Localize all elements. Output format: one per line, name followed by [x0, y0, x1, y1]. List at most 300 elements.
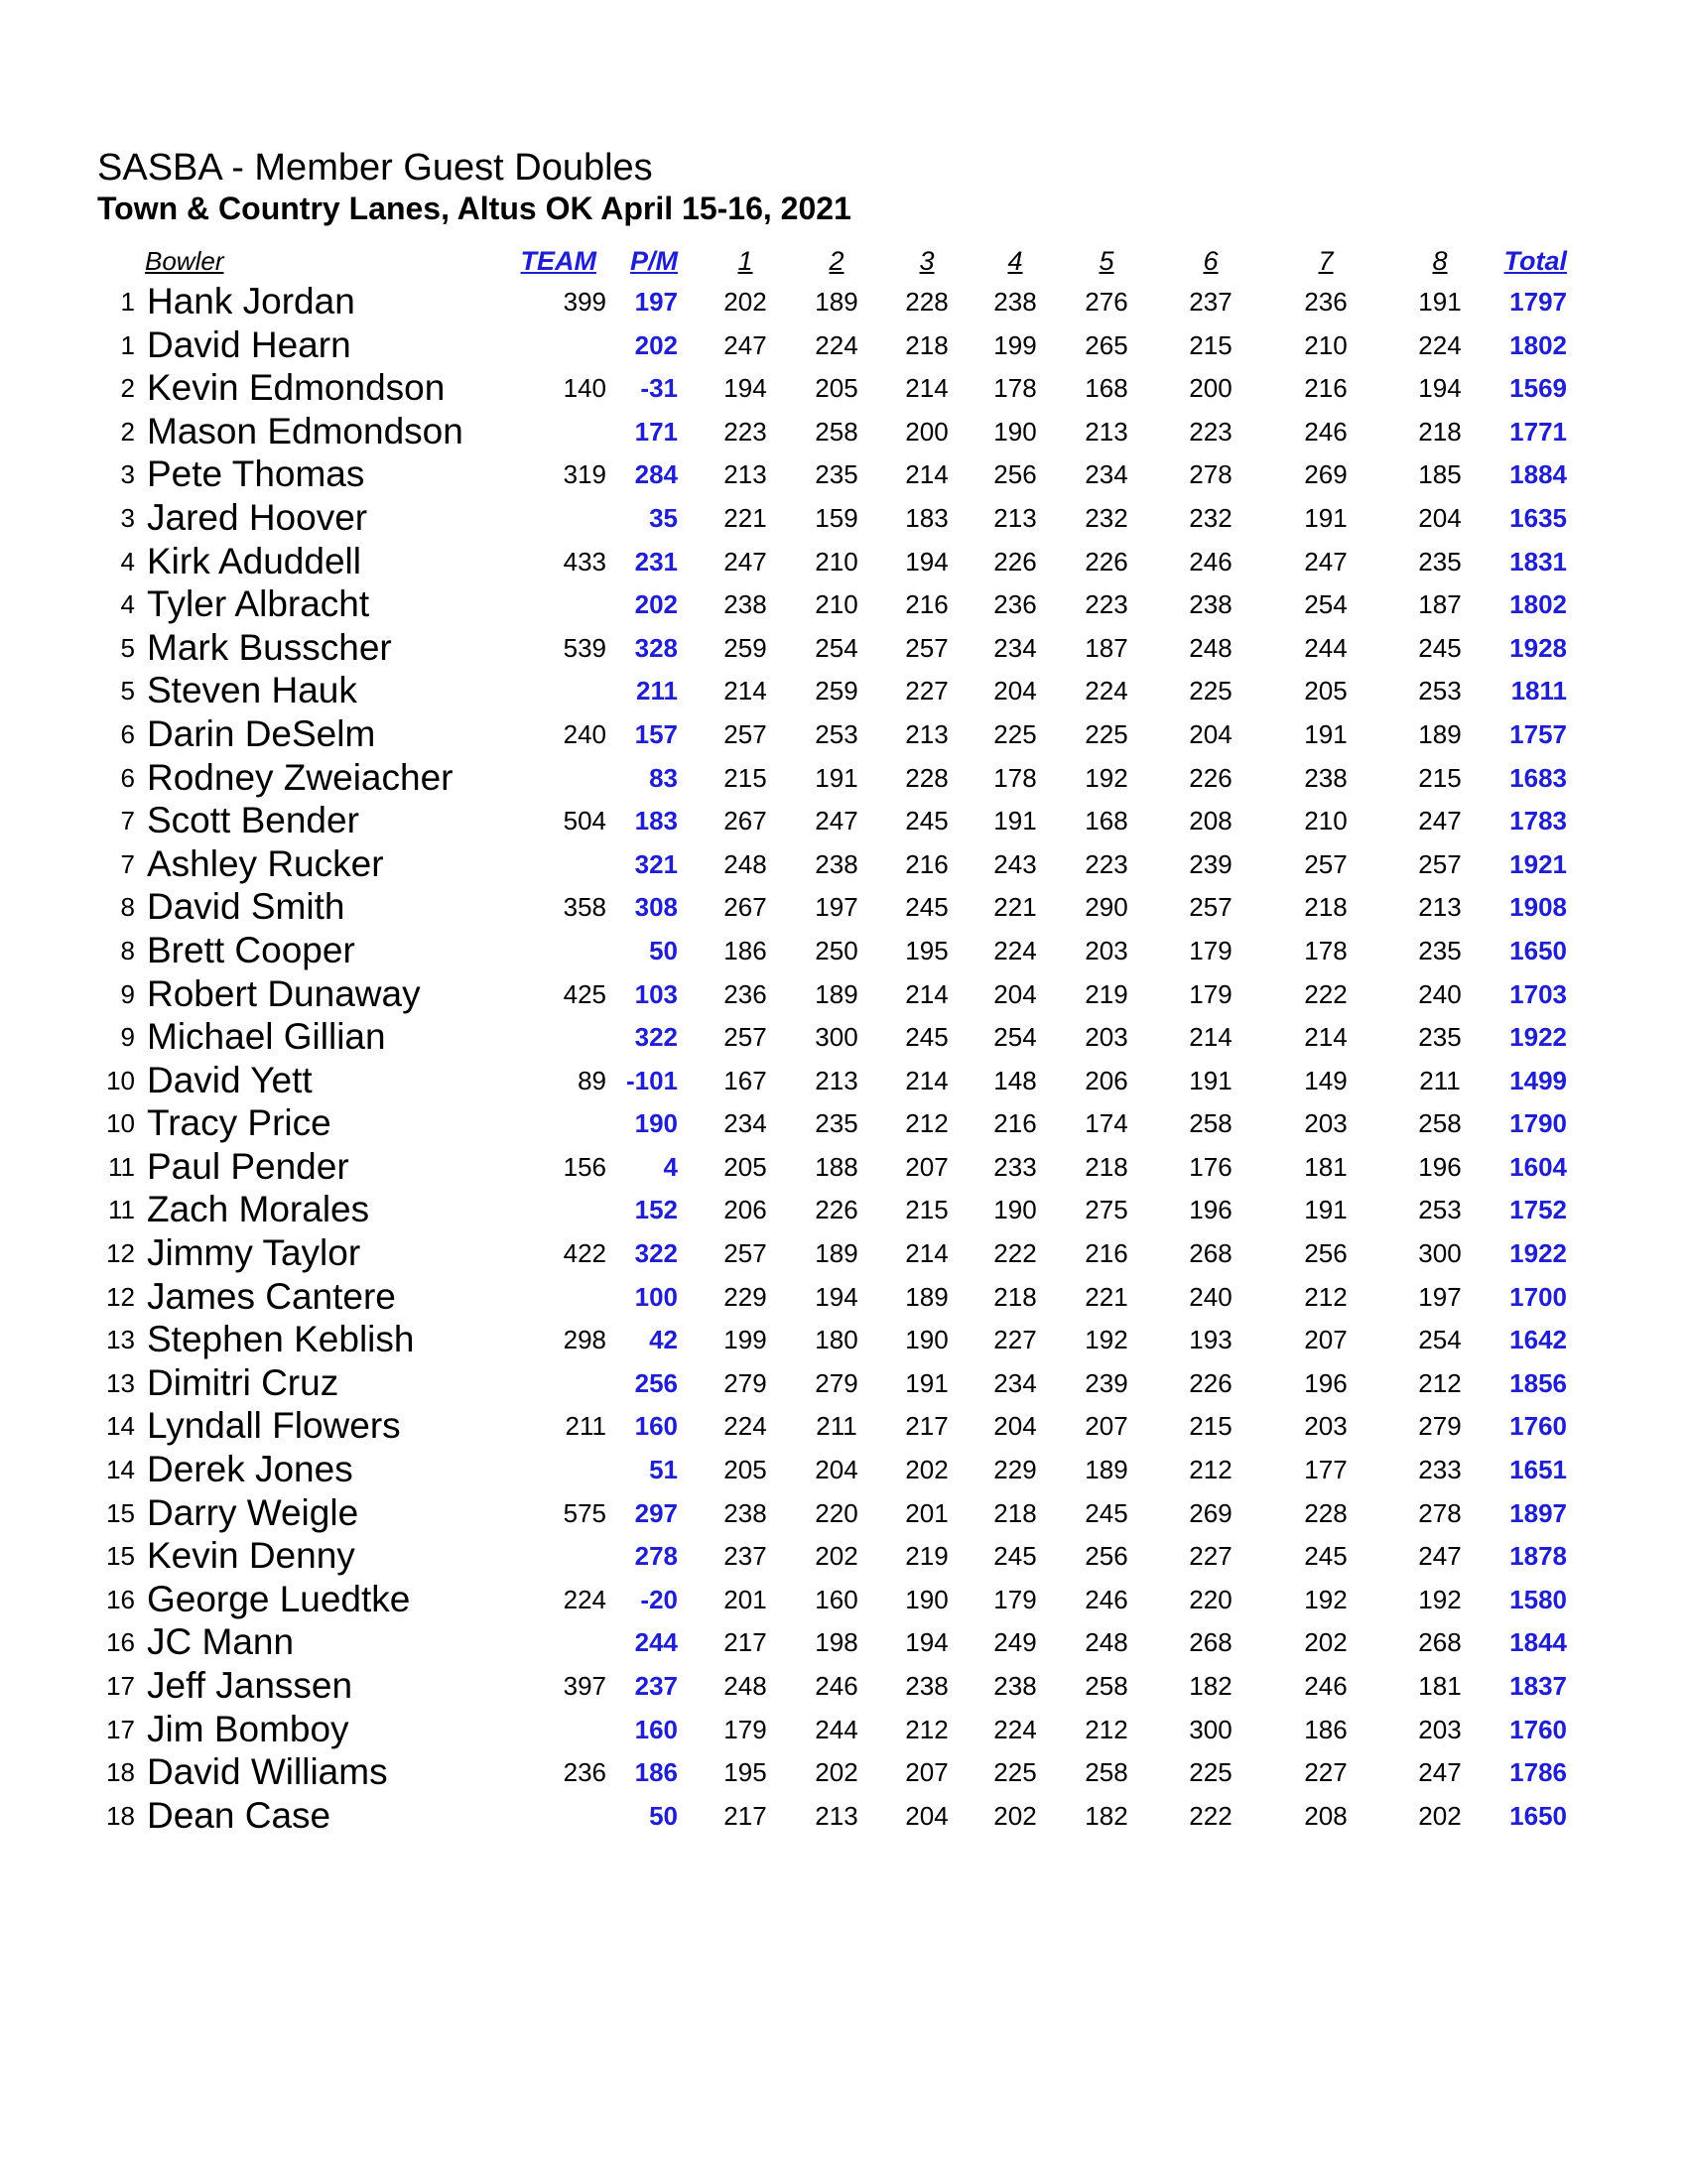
column-header-pm: P/M: [629, 246, 678, 276]
game-1-cell: 167: [723, 1065, 767, 1095]
game-2-cell: 258: [815, 416, 858, 447]
plus-minus-cell: 231: [634, 546, 678, 577]
rank-cell: 3: [120, 459, 135, 490]
bowler-name-cell: Rodney Zweiacher: [147, 756, 454, 798]
game-2-cell: 188: [815, 1151, 858, 1182]
table-row: [0, 282, 1688, 325]
game-1-cell: 205: [723, 1151, 767, 1182]
game-5-cell: 232: [1085, 502, 1128, 533]
game-3-cell: 214: [905, 978, 949, 1009]
game-5-cell: 290: [1085, 892, 1128, 923]
game-4-cell: 249: [993, 1627, 1037, 1658]
game-6-cell: 196: [1189, 1195, 1233, 1225]
game-4-cell: 225: [993, 718, 1037, 749]
game-4-cell: 224: [993, 1714, 1037, 1744]
game-5-cell: 258: [1085, 1671, 1128, 1701]
game-1-cell: 205: [723, 1455, 767, 1485]
game-4-cell: 199: [993, 329, 1037, 360]
table-row: [0, 1536, 1688, 1580]
team-score-cell: 575: [563, 1497, 606, 1528]
game-1-cell: 259: [723, 632, 767, 663]
table-header-row: [0, 242, 1688, 282]
table-row: [0, 1017, 1688, 1061]
game-2-cell: 247: [815, 806, 858, 836]
table-row: [0, 1796, 1688, 1840]
game-6-cell: 214: [1189, 1022, 1233, 1053]
total-cell: 1786: [1509, 1757, 1567, 1788]
game-2-cell: 259: [815, 676, 858, 707]
plus-minus-cell: 211: [636, 676, 678, 707]
game-2-cell: 220: [815, 1497, 858, 1528]
game-7-cell: 205: [1304, 676, 1348, 707]
bowler-name-cell: Tracy Price: [147, 1102, 331, 1144]
column-header-game-1: 1: [737, 246, 753, 276]
game-6-cell: 176: [1189, 1151, 1233, 1182]
game-8-cell: 278: [1418, 1497, 1462, 1528]
game-3-cell: 216: [905, 848, 949, 879]
bowler-name-cell: JC Mann: [147, 1621, 295, 1663]
game-5-cell: 207: [1085, 1411, 1128, 1442]
game-5-cell: 223: [1085, 589, 1128, 620]
game-4-cell: 238: [993, 287, 1037, 317]
game-3-cell: 218: [905, 329, 949, 360]
game-2-cell: 235: [815, 1108, 858, 1139]
game-8-cell: 185: [1418, 459, 1462, 490]
game-3-cell: 194: [905, 1627, 949, 1658]
team-score-cell: 89: [578, 1065, 606, 1095]
game-6-cell: 226: [1189, 1367, 1233, 1398]
game-8-cell: 197: [1418, 1281, 1462, 1312]
team-score-cell: 358: [563, 892, 606, 923]
rank-cell: 13: [106, 1367, 135, 1398]
total-cell: 1928: [1509, 632, 1567, 663]
total-cell: 1783: [1509, 806, 1567, 836]
rank-cell: 1: [120, 329, 135, 360]
table-row: [0, 1363, 1688, 1407]
total-cell: 1878: [1509, 1541, 1567, 1572]
game-5-cell: 256: [1085, 1541, 1128, 1572]
team-score-cell: 298: [563, 1325, 606, 1355]
game-2-cell: 194: [815, 1281, 858, 1312]
game-5-cell: 174: [1085, 1108, 1128, 1139]
plus-minus-cell: 183: [634, 806, 678, 836]
bowler-name-cell: Darry Weigle: [147, 1491, 359, 1533]
column-header-game-4: 4: [1007, 246, 1023, 276]
game-6-cell: 204: [1189, 718, 1233, 749]
game-4-cell: 222: [993, 1238, 1037, 1269]
rank-cell: 4: [120, 589, 135, 620]
game-3-cell: 245: [905, 806, 949, 836]
plus-minus-cell: 256: [634, 1367, 678, 1398]
team-score-cell: 140: [563, 373, 606, 404]
game-1-cell: 267: [723, 806, 767, 836]
game-8-cell: 279: [1418, 1411, 1462, 1442]
game-8-cell: 212: [1418, 1367, 1462, 1398]
game-3-cell: 214: [905, 373, 949, 404]
game-8-cell: 181: [1418, 1671, 1462, 1701]
game-2-cell: 189: [815, 978, 858, 1009]
team-score-cell: 156: [563, 1151, 606, 1182]
game-1-cell: 214: [723, 676, 767, 707]
game-3-cell: 202: [905, 1455, 949, 1485]
game-1-cell: 221: [723, 502, 767, 533]
game-6-cell: 179: [1189, 935, 1233, 965]
game-7-cell: 202: [1304, 1627, 1348, 1658]
bowler-name-cell: Dean Case: [147, 1794, 331, 1836]
bowler-name-cell: Ashley Rucker: [147, 842, 384, 884]
game-1-cell: 179: [723, 1714, 767, 1744]
rank-cell: 1: [120, 287, 135, 317]
rank-cell: 18: [106, 1800, 135, 1831]
game-2-cell: 210: [815, 589, 858, 620]
rank-cell: 10: [106, 1108, 135, 1139]
game-3-cell: 183: [905, 502, 949, 533]
game-6-cell: 248: [1189, 632, 1233, 663]
rank-cell: 5: [120, 676, 135, 707]
game-4-cell: 225: [993, 1757, 1037, 1788]
game-7-cell: 222: [1304, 978, 1348, 1009]
bowler-name-cell: David Hearn: [147, 323, 351, 365]
rank-cell: 3: [120, 502, 135, 533]
table-row: [0, 714, 1688, 758]
game-6-cell: 237: [1189, 287, 1233, 317]
game-4-cell: 226: [993, 546, 1037, 577]
plus-minus-cell: -101: [625, 1065, 678, 1095]
bowler-name-cell: Michael Gillian: [147, 1016, 386, 1058]
game-1-cell: 201: [723, 1584, 767, 1614]
rank-cell: 12: [106, 1281, 135, 1312]
game-5-cell: 189: [1085, 1455, 1128, 1485]
game-6-cell: 179: [1189, 978, 1233, 1009]
bowler-name-cell: Stephen Keblish: [147, 1319, 415, 1360]
game-6-cell: 300: [1189, 1714, 1233, 1744]
total-cell: 1797: [1509, 287, 1567, 317]
rank-cell: 8: [120, 892, 135, 923]
column-header-game-3: 3: [919, 246, 935, 276]
table-row: [0, 542, 1688, 585]
team-score-cell: 504: [563, 806, 606, 836]
total-cell: 1802: [1509, 329, 1567, 360]
bowler-name-cell: David Yett: [147, 1059, 313, 1100]
game-6-cell: 226: [1189, 762, 1233, 793]
game-8-cell: 300: [1418, 1238, 1462, 1269]
total-cell: 1651: [1509, 1455, 1567, 1485]
table-row: [0, 498, 1688, 542]
game-7-cell: 207: [1304, 1325, 1348, 1355]
bowler-name-cell: Kirk Aduddell: [147, 540, 361, 581]
game-6-cell: 182: [1189, 1671, 1233, 1701]
bowler-name-cell: Lyndall Flowers: [147, 1405, 401, 1447]
game-7-cell: 191: [1304, 1195, 1348, 1225]
game-7-cell: 191: [1304, 718, 1348, 749]
game-5-cell: 203: [1085, 935, 1128, 965]
rank-cell: 16: [106, 1584, 135, 1614]
game-7-cell: 245: [1304, 1541, 1348, 1572]
plus-minus-cell: 244: [634, 1627, 678, 1658]
game-5-cell: 182: [1085, 1800, 1128, 1831]
rank-cell: 2: [120, 416, 135, 447]
rank-cell: 18: [106, 1757, 135, 1788]
bowler-name-cell: Jim Bomboy: [147, 1708, 349, 1749]
game-4-cell: 202: [993, 1800, 1037, 1831]
game-7-cell: 246: [1304, 1671, 1348, 1701]
game-8-cell: 213: [1418, 892, 1462, 923]
game-5-cell: 223: [1085, 848, 1128, 879]
game-7-cell: 192: [1304, 1584, 1348, 1614]
plus-minus-cell: 186: [634, 1757, 678, 1788]
rank-cell: 10: [106, 1065, 135, 1095]
game-2-cell: 191: [815, 762, 858, 793]
game-8-cell: 202: [1418, 1800, 1462, 1831]
bowler-name-cell: Jeff Janssen: [147, 1665, 353, 1706]
table-row: [0, 1147, 1688, 1191]
game-2-cell: 213: [815, 1065, 858, 1095]
rank-cell: 8: [120, 935, 135, 965]
rank-cell: 9: [120, 1022, 135, 1053]
game-3-cell: 257: [905, 632, 949, 663]
game-3-cell: 219: [905, 1541, 949, 1572]
game-7-cell: 177: [1304, 1455, 1348, 1485]
game-7-cell: 254: [1304, 589, 1348, 620]
column-header-game-5: 5: [1099, 246, 1114, 276]
game-2-cell: 205: [815, 373, 858, 404]
plus-minus-cell: 50: [649, 935, 678, 965]
total-cell: 1884: [1509, 459, 1567, 490]
game-3-cell: 228: [905, 762, 949, 793]
plus-minus-cell: 237: [634, 1671, 678, 1701]
plus-minus-cell: 160: [634, 1714, 678, 1744]
game-1-cell: 194: [723, 373, 767, 404]
team-score-cell: 399: [563, 287, 606, 317]
game-1-cell: 217: [723, 1800, 767, 1831]
plus-minus-cell: 100: [634, 1281, 678, 1312]
game-5-cell: 187: [1085, 632, 1128, 663]
table-row: [0, 1277, 1688, 1321]
game-1-cell: 247: [723, 329, 767, 360]
total-cell: 1922: [1509, 1238, 1567, 1269]
game-6-cell: 215: [1189, 1411, 1233, 1442]
plus-minus-cell: 103: [634, 978, 678, 1009]
table-row: [0, 1061, 1688, 1104]
bowler-name-cell: Hank Jordan: [147, 281, 355, 321]
bowler-name-cell: Zach Morales: [147, 1189, 370, 1230]
game-8-cell: 203: [1418, 1714, 1462, 1744]
table-row: [0, 1580, 1688, 1623]
game-5-cell: 168: [1085, 806, 1128, 836]
plus-minus-cell: 83: [649, 762, 678, 793]
game-5-cell: 226: [1085, 546, 1128, 577]
game-5-cell: 239: [1085, 1367, 1128, 1398]
game-6-cell: 212: [1189, 1455, 1233, 1485]
game-5-cell: 203: [1085, 1022, 1128, 1053]
game-8-cell: 187: [1418, 589, 1462, 620]
team-score-cell: 433: [563, 546, 606, 577]
game-3-cell: 214: [905, 459, 949, 490]
total-cell: 1580: [1509, 1584, 1567, 1614]
game-5-cell: 192: [1085, 1325, 1128, 1355]
plus-minus-cell: 202: [634, 329, 678, 360]
table-row: [0, 1752, 1688, 1796]
rank-cell: 15: [106, 1541, 135, 1572]
game-4-cell: 233: [993, 1151, 1037, 1182]
bowler-name-cell: Kevin Denny: [147, 1535, 355, 1577]
game-5-cell: 246: [1085, 1584, 1128, 1614]
game-4-cell: 190: [993, 1195, 1037, 1225]
game-1-cell: 195: [723, 1757, 767, 1788]
game-2-cell: 189: [815, 287, 858, 317]
game-2-cell: 159: [815, 502, 858, 533]
game-5-cell: 225: [1085, 718, 1128, 749]
game-5-cell: 168: [1085, 373, 1128, 404]
plus-minus-cell: 35: [649, 502, 678, 533]
game-8-cell: 257: [1418, 848, 1462, 879]
game-6-cell: 257: [1189, 892, 1233, 923]
rank-cell: 11: [108, 1151, 135, 1182]
game-7-cell: 256: [1304, 1238, 1348, 1269]
table-row: [0, 887, 1688, 931]
game-7-cell: 214: [1304, 1022, 1348, 1053]
total-cell: 1569: [1509, 373, 1567, 404]
game-3-cell: 194: [905, 546, 949, 577]
game-8-cell: 191: [1418, 287, 1462, 317]
total-cell: 1831: [1509, 546, 1567, 577]
rank-cell: 13: [106, 1325, 135, 1355]
team-score-cell: 240: [563, 718, 606, 749]
game-7-cell: 181: [1304, 1151, 1348, 1182]
game-4-cell: 227: [993, 1325, 1037, 1355]
total-cell: 1757: [1509, 718, 1567, 749]
total-cell: 1703: [1509, 978, 1567, 1009]
table-row: [0, 1233, 1688, 1277]
plus-minus-cell: 171: [634, 416, 678, 447]
total-cell: 1760: [1509, 1411, 1567, 1442]
table-row: [0, 974, 1688, 1018]
column-header-game-2: 2: [829, 246, 844, 276]
game-6-cell: 200: [1189, 373, 1233, 404]
plus-minus-cell: 202: [634, 589, 678, 620]
total-cell: 1760: [1509, 1714, 1567, 1744]
game-4-cell: 245: [993, 1541, 1037, 1572]
total-cell: 1922: [1509, 1022, 1567, 1053]
rank-cell: 9: [120, 978, 135, 1009]
game-3-cell: 245: [905, 1022, 949, 1053]
game-8-cell: 247: [1418, 1541, 1462, 1572]
game-4-cell: 218: [993, 1497, 1037, 1528]
game-8-cell: 240: [1418, 978, 1462, 1009]
game-8-cell: 268: [1418, 1627, 1462, 1658]
total-cell: 1499: [1509, 1065, 1567, 1095]
game-2-cell: 244: [815, 1714, 858, 1744]
game-6-cell: 220: [1189, 1584, 1233, 1614]
game-2-cell: 213: [815, 1800, 858, 1831]
game-1-cell: 213: [723, 459, 767, 490]
total-cell: 1897: [1509, 1497, 1567, 1528]
game-2-cell: 210: [815, 546, 858, 577]
game-4-cell: 254: [993, 1022, 1037, 1053]
bowler-name-cell: Darin DeSelm: [147, 712, 376, 754]
total-cell: 1790: [1509, 1108, 1567, 1139]
table-row: [0, 1190, 1688, 1233]
total-cell: 1856: [1509, 1367, 1567, 1398]
game-8-cell: 247: [1418, 1757, 1462, 1788]
game-1-cell: 217: [723, 1627, 767, 1658]
document-subtitle: Town & Country Lanes, Altus OK April 15-16, 2021: [97, 191, 851, 226]
game-8-cell: 218: [1418, 416, 1462, 447]
game-3-cell: 215: [905, 1195, 949, 1225]
rank-cell: 7: [120, 848, 135, 879]
team-score-cell: 319: [563, 459, 606, 490]
game-3-cell: 216: [905, 589, 949, 620]
table-row: [0, 801, 1688, 844]
game-3-cell: 190: [905, 1584, 949, 1614]
game-5-cell: 192: [1085, 762, 1128, 793]
game-1-cell: 206: [723, 1195, 767, 1225]
game-4-cell: 238: [993, 1671, 1037, 1701]
game-5-cell: 218: [1085, 1151, 1128, 1182]
game-1-cell: 223: [723, 416, 767, 447]
game-2-cell: 198: [815, 1627, 858, 1658]
table-row: [0, 758, 1688, 802]
game-7-cell: 228: [1304, 1497, 1348, 1528]
game-2-cell: 204: [815, 1455, 858, 1485]
game-4-cell: 218: [993, 1281, 1037, 1312]
total-cell: 1837: [1509, 1671, 1567, 1701]
column-header-game-8: 8: [1432, 246, 1448, 276]
game-3-cell: 238: [905, 1671, 949, 1701]
rank-cell: 6: [120, 762, 135, 793]
total-cell: 1604: [1509, 1151, 1567, 1182]
game-8-cell: 224: [1418, 329, 1462, 360]
game-5-cell: 258: [1085, 1757, 1128, 1788]
game-7-cell: 238: [1304, 762, 1348, 793]
bowler-name-cell: Mason Edmondson: [147, 410, 463, 451]
game-1-cell: 238: [723, 589, 767, 620]
column-header-game-7: 7: [1318, 246, 1334, 276]
game-2-cell: 197: [815, 892, 858, 923]
rank-cell: 12: [106, 1238, 135, 1269]
game-7-cell: 178: [1304, 935, 1348, 965]
game-2-cell: 250: [815, 935, 858, 965]
game-4-cell: 229: [993, 1455, 1037, 1485]
game-2-cell: 253: [815, 718, 858, 749]
table-row: [0, 1103, 1688, 1147]
table-row: [0, 368, 1688, 412]
table-row: [0, 412, 1688, 455]
plus-minus-cell: 160: [634, 1411, 678, 1442]
game-1-cell: 248: [723, 848, 767, 879]
game-1-cell: 279: [723, 1367, 767, 1398]
plus-minus-cell: 50: [649, 1800, 678, 1831]
bowler-name-cell: Paul Pender: [147, 1145, 349, 1187]
column-header-total: Total: [1503, 246, 1567, 276]
total-cell: 1802: [1509, 589, 1567, 620]
total-cell: 1908: [1509, 892, 1567, 923]
game-3-cell: 217: [905, 1411, 949, 1442]
rank-cell: 17: [106, 1671, 135, 1701]
rank-cell: 17: [106, 1714, 135, 1744]
plus-minus-cell: 322: [634, 1022, 678, 1053]
table-row: [0, 1320, 1688, 1363]
total-cell: 1752: [1509, 1195, 1567, 1225]
team-score-cell: 425: [563, 978, 606, 1009]
game-8-cell: 247: [1418, 806, 1462, 836]
total-cell: 1771: [1509, 416, 1567, 447]
bowler-name-cell: Robert Dunaway: [147, 972, 421, 1014]
game-3-cell: 212: [905, 1714, 949, 1744]
game-5-cell: 224: [1085, 676, 1128, 707]
game-8-cell: 253: [1418, 676, 1462, 707]
game-4-cell: 216: [993, 1108, 1037, 1139]
